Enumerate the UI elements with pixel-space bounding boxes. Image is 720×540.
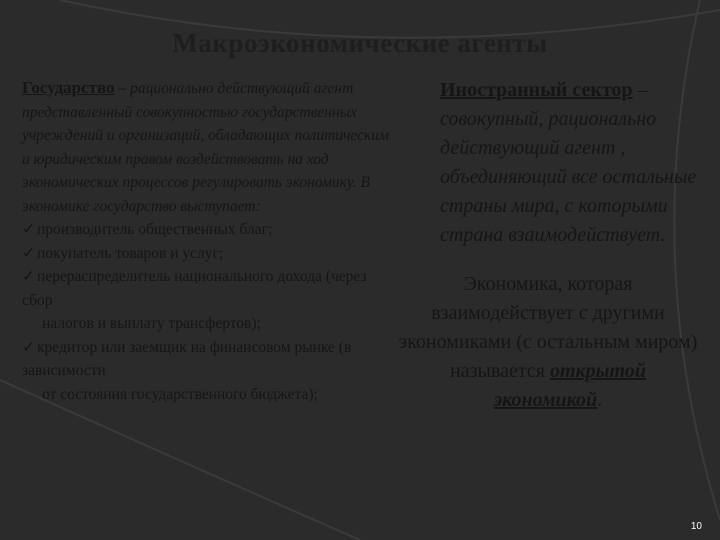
left-column	[22, 76, 392, 406]
list-item: ✓ перераспределитель национального дохода (через сбор налогов и выплату трансфертов);	[22, 268, 367, 332]
checkmark-icon: ✓	[22, 221, 35, 238]
state-definition-text: рационально действующий агент представленный совокупностью государственных учреждений и организаций, обладающих политическим и юридическим правом воздействовать на ход экономических процессов регулировать экономику. В экономике государство выступает:	[22, 80, 389, 215]
slide-title: Макроэкономические агенты	[172, 28, 548, 58]
foreign-sector-definition-text: совокупный, рационально действующий агент , объединяющий все остальные страны мира, с которыми страна взаимодействует.	[440, 108, 697, 246]
list-item: ✓ кредитор или заемщик на финансовом рынке (в зависимости от состояния государственного бюджета);	[22, 338, 352, 403]
foreign-sector-term: Иностранный сектор	[440, 79, 633, 101]
page-number: 10	[690, 521, 702, 532]
open-economy-statement: Экономика, которая взаимодействует с другими экономиками (с остальным миром) называется открытой экономикой.	[398, 273, 698, 411]
checkmark-icon: ✓	[22, 268, 35, 285]
state-definition: Государство – рационально действующий агент представленный совокупностью государственных учреждений и организаций, обладающих политическим и юридическим правом воздействовать на ход экономических процессов регулировать экономику. В экономике государство выступает:	[22, 78, 389, 215]
checkmark-icon: ✓	[22, 244, 35, 262]
foreign-sector-definition: Иностранный сектор – совокупный, рационально действующий агент , объединяющий все остальные страны мира, с которыми страна взаимодействует.	[440, 79, 697, 246]
right-column	[398, 76, 698, 415]
list-item: ✓ производитель общественных благ;	[22, 221, 273, 238]
state-roles-list	[22, 218, 392, 406]
open-economy-term: открытой экономикой	[493, 360, 646, 411]
state-term: Государство	[22, 78, 115, 97]
list-item: ✓ покупатель товаров и услуг;	[22, 244, 224, 262]
checkmark-icon: ✓	[22, 338, 35, 356]
